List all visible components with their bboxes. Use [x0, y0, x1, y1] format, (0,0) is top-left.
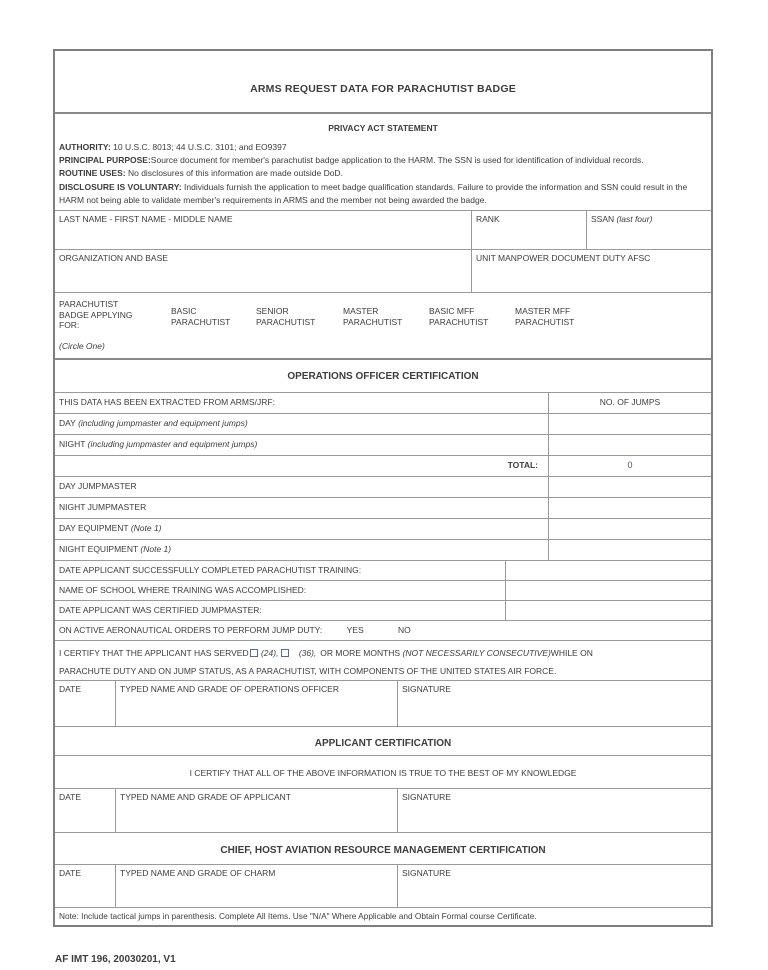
- organization-base-field[interactable]: [55, 250, 471, 292]
- authority-label: AUTHORITY:: [59, 142, 111, 152]
- unit-manpower-label: UNIT MANPOWER DOCUMENT DUTY AFSC: [476, 253, 651, 264]
- jump-table-header-row: [55, 393, 711, 414]
- identity-row-1: [55, 211, 711, 250]
- months-served-certification: [55, 641, 711, 681]
- privacy-routine-line: [59, 167, 707, 180]
- ops-date-field[interactable]: [55, 681, 115, 726]
- jump-row-night: [55, 435, 711, 456]
- applicant-typed-name-label: TYPED NAME AND GRADE OF APPLICANT: [120, 792, 291, 803]
- operations-officer-section-header: OPERATIONS OFFICER CERTIFICATION: [55, 360, 711, 393]
- option-line2: PARACHUTIST: [429, 317, 489, 328]
- option-master-parachutist[interactable]: [343, 306, 402, 328]
- orders-yes-option[interactable]: YES: [346, 625, 364, 636]
- day-equipment-field[interactable]: [548, 519, 711, 539]
- form-number-footer: AF IMT 196, 20030201, V1: [55, 954, 176, 965]
- name-label: LAST NAME - FIRST NAME - MIDDLE NAME: [59, 214, 233, 225]
- certify-italic-text: (NOT NECESSARILY CONSECUTIVE): [402, 648, 551, 659]
- charm-typed-name-label: TYPED NAME AND GRADE OF CHARM: [120, 868, 276, 879]
- option-line1: MASTER MFF: [515, 306, 571, 317]
- jump-row-night-jumpmaster: [55, 498, 711, 519]
- orders-no-option[interactable]: NO: [398, 625, 411, 636]
- routine-label: ROUTINE USES:: [59, 168, 126, 179]
- jump-row-day-equipment: [55, 519, 711, 540]
- date-label: DATE: [59, 792, 82, 803]
- applicant-signature-row: [55, 789, 711, 833]
- circle-one-note: (Circle One): [59, 341, 105, 352]
- row-note: (Note 1): [140, 544, 172, 555]
- total-jumps-value[interactable]: 0: [548, 456, 711, 476]
- day-label-cell: [55, 414, 548, 434]
- school-name-label: NAME OF SCHOOL WHERE TRAINING WAS ACCOMPLISHED:: [59, 585, 307, 596]
- badge-label-line3: FOR:: [59, 320, 80, 331]
- option-line1: BASIC MFF: [429, 306, 475, 317]
- jump-row-day: [55, 414, 711, 435]
- charm-typed-name-field[interactable]: [115, 865, 397, 907]
- ops-officer-signature-row: [55, 681, 711, 727]
- option-line2: PARACHUTIST: [343, 317, 403, 328]
- night-jumpmaster-label: NIGHT JUMPMASTER: [59, 502, 147, 513]
- option-line1: SENIOR: [256, 306, 289, 317]
- total-label: TOTAL:: [507, 460, 538, 471]
- row-label: NIGHT: [59, 439, 86, 450]
- applicant-section-header: APPLICANT CERTIFICATION: [55, 727, 711, 756]
- applicant-date-field[interactable]: [55, 789, 115, 832]
- day-jumps-field[interactable]: [548, 414, 711, 434]
- charm-section-header: CHIEF, HOST AVIATION RESOURCE MANAGEMENT CERTIFICATION: [55, 833, 711, 865]
- badge-applying-label: [59, 299, 133, 331]
- option-line1: BASIC: [171, 306, 197, 317]
- disclosure-label: DISCLOSURE IS VOLUNTARY:: [59, 181, 182, 192]
- last-first-middle-name-field[interactable]: [55, 211, 471, 249]
- option-master-mff-parachutist[interactable]: [515, 306, 574, 328]
- rank-field[interactable]: [471, 211, 586, 249]
- months-36-label: (36),: [298, 648, 317, 659]
- row-note: (including jumpmaster and equipment jumps): [78, 418, 248, 429]
- privacy-purpose-line: [59, 154, 707, 167]
- applicant-typed-name-field[interactable]: [115, 789, 397, 832]
- day-equipment-label-cell: [55, 519, 548, 539]
- af-imt-196-form: [53, 49, 713, 927]
- certified-jumpmaster-date-field[interactable]: [505, 601, 711, 620]
- night-equipment-label-cell: [55, 540, 548, 560]
- option-basic-mff-parachutist[interactable]: [429, 306, 488, 328]
- form-note: Note: Include tactical jumps in parenthesis. Complete All Items. Use "N/A" Where Applicable and Obtain Formal course Certificate.: [59, 911, 537, 922]
- jump-row-total: [55, 456, 711, 477]
- purpose-label: PRINCIPAL PURPOSE:: [59, 155, 151, 166]
- charm-signature-field[interactable]: [397, 865, 711, 907]
- identity-row-2: [55, 250, 711, 293]
- option-senior-parachutist[interactable]: [256, 306, 315, 328]
- privacy-act-body: [55, 139, 711, 211]
- school-name-field[interactable]: [505, 581, 711, 600]
- rank-label: RANK: [476, 214, 500, 225]
- option-basic-parachutist[interactable]: [171, 306, 230, 328]
- applicant-signature-field[interactable]: [397, 789, 711, 832]
- training-date-field[interactable]: [505, 561, 711, 580]
- authority-text: 10 U.S.C. 8013; 44 U.S.C. 3101; and EO9397: [113, 142, 287, 152]
- form-title: ARMS REQUEST DATA FOR PARACHUTIST BADGE: [250, 83, 516, 95]
- organization-label: ORGANIZATION AND BASE: [59, 253, 168, 264]
- aeronautical-orders-label: ON ACTIVE AERONAUTICAL ORDERS TO PERFORM JUMP DUTY:: [59, 625, 323, 636]
- jump-row-night-equipment: [55, 540, 711, 561]
- ssan-note: (last four): [616, 214, 653, 225]
- night-jumpmaster-field[interactable]: [548, 498, 711, 518]
- jump-row-day-jumpmaster: [55, 477, 711, 498]
- privacy-disclosure-line: [59, 181, 707, 207]
- row-label: DAY EQUIPMENT: [59, 523, 129, 534]
- privacy-authority-line: [59, 141, 707, 154]
- ops-signature-field[interactable]: [397, 681, 711, 726]
- row-note: (including jumpmaster and equipment jumps): [87, 439, 258, 450]
- date-label: DATE: [59, 868, 82, 879]
- certify-mid-text: OR MORE MONTHS: [320, 648, 401, 659]
- signature-label: SIGNATURE: [402, 684, 451, 695]
- form-title-row: [55, 51, 711, 114]
- school-name-row: [55, 581, 711, 601]
- badge-label-line2: BADGE APPLYING: [59, 309, 133, 320]
- row-note: (Note 1): [130, 523, 162, 534]
- applicant-statement: I CERTIFY THAT ALL OF THE ABOVE INFORMATION IS TRUE TO THE BEST OF MY KNOWLEDGE: [55, 756, 711, 789]
- privacy-act-header: PRIVACY ACT STATEMENT: [328, 123, 438, 133]
- routine-text: No disclosures of this information are made outside DoD.: [127, 168, 343, 179]
- certify-line-1: [59, 644, 707, 662]
- certify-line-2: PARACHUTE DUTY AND ON JUMP STATUS, AS A PARACHUTIST, WITH COMPONENTS OF THE UNITED STATES AIR FORCE.: [59, 666, 557, 677]
- months-24-label: (24),: [260, 648, 279, 659]
- option-line2: PARACHUTIST: [515, 317, 575, 328]
- disclosure-text: Individuals furnish the application to meet badge qualification standards. Failure to provide the information and SSN could result in the HARM not being able to validate member's requirements in ARMS and the member not being awarded the badge.: [59, 181, 688, 205]
- night-equipment-field[interactable]: [548, 540, 711, 560]
- date-label: DATE: [59, 684, 82, 695]
- ssan-field[interactable]: [586, 211, 711, 249]
- training-date-row: [55, 561, 711, 581]
- unit-manpower-afsc-field[interactable]: [471, 250, 711, 292]
- extracted-from-arms-label: THIS DATA HAS BEEN EXTRACTED FROM ARMS/JRF:: [59, 397, 275, 408]
- purpose-text: Source document for member's parachutist badge application to the HARM. The SSN is used for identification of individual records.: [150, 155, 644, 166]
- ssan-label: SSAN: [591, 214, 615, 225]
- charm-signature-row: [55, 865, 711, 908]
- training-date-label: DATE APPLICANT SUCCESSFULLY COMPLETED PARACHUTIST TRAINING:: [59, 565, 362, 576]
- charm-date-field[interactable]: [55, 865, 115, 907]
- ops-typed-name-label: TYPED NAME AND GRADE OF OPERATIONS OFFICER: [120, 684, 339, 695]
- months-36-checkbox[interactable]: [281, 649, 289, 657]
- aeronautical-orders-row: [55, 621, 711, 641]
- day-jumpmaster-field[interactable]: [548, 477, 711, 497]
- night-label-cell: [55, 435, 548, 455]
- signature-label: SIGNATURE: [402, 792, 451, 803]
- badge-label-line1: PARACHUTIST: [59, 299, 119, 310]
- certify-pre-text: I CERTIFY THAT THE APPLICANT HAS SERVED: [59, 648, 249, 659]
- row-label: NIGHT EQUIPMENT: [59, 544, 139, 555]
- certified-jumpmaster-date-row: [55, 601, 711, 621]
- row-label: DAY: [59, 418, 76, 429]
- option-line2: PARACHUTIST: [256, 317, 316, 328]
- signature-label: SIGNATURE: [402, 868, 451, 879]
- badge-applying-row: [55, 293, 711, 360]
- months-24-checkbox[interactable]: [250, 649, 258, 657]
- certify-post-text: WHILE ON: [550, 648, 593, 659]
- ops-typed-name-field[interactable]: [115, 681, 397, 726]
- day-jumpmaster-label: DAY JUMPMASTER: [59, 481, 137, 492]
- night-jumps-field[interactable]: [548, 435, 711, 455]
- certified-jumpmaster-date-label: DATE APPLICANT WAS CERTIFIED JUMPMASTER:: [59, 605, 262, 616]
- option-line2: PARACHUTIST: [171, 317, 231, 328]
- no-of-jumps-header: NO. OF JUMPS: [548, 393, 711, 413]
- option-line1: MASTER: [343, 306, 379, 317]
